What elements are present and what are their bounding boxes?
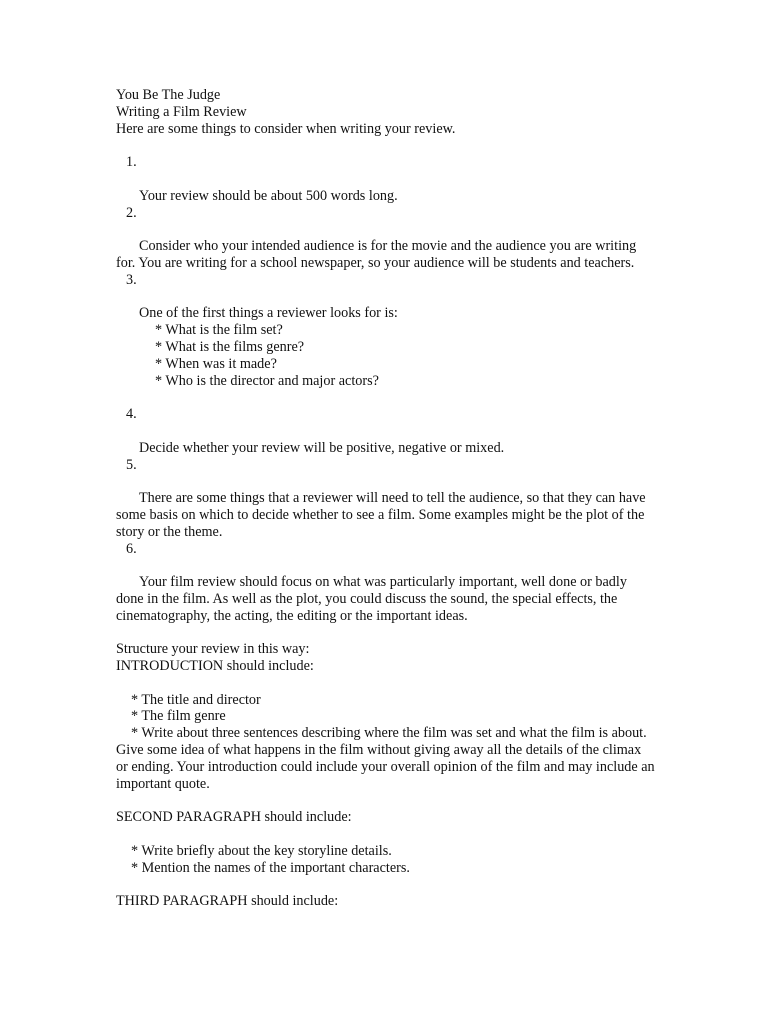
- list-number: 2.: [126, 204, 137, 221]
- spacer: [116, 557, 656, 574]
- document-title: You Be The Judge: [116, 87, 221, 103]
- question-item: * Who is the director and major actors?: [155, 372, 379, 389]
- document-page: [116, 87, 656, 910]
- spacer: [116, 876, 656, 893]
- list-number: 5.: [126, 456, 137, 473]
- bullet-item: * Write briefly about the key storyline details.: [131, 842, 392, 859]
- spacer: [116, 389, 656, 406]
- second-paragraph-heading: SECOND PARAGRAPH should include:: [116, 809, 352, 826]
- spacer: [116, 675, 656, 692]
- bullet-item: * The film genre: [131, 708, 226, 725]
- spacer: [116, 289, 656, 306]
- question-item: * What is the film set?: [155, 322, 283, 339]
- spacer: [116, 473, 656, 490]
- item-paragraph: There are some things that a reviewer will need to tell the audience, so that they can have some basis on which to decide whether to see a film. Some examples might be the plot of the story or the theme.: [116, 490, 646, 540]
- structure-heading: Structure your review in this way:: [116, 641, 310, 658]
- list-number: 1.: [126, 154, 137, 171]
- item-lead: One of the first things a reviewer looks for is:: [139, 305, 398, 322]
- item-paragraph: Your review should be about 500 words long.: [139, 187, 398, 204]
- spacer: [116, 221, 656, 238]
- list-number: 6.: [126, 540, 137, 557]
- list-number: 3.: [126, 271, 137, 288]
- spacer: [116, 826, 656, 843]
- question-item: * When was it made?: [155, 355, 277, 372]
- intro-text: Here are some things to consider when writing your review.: [116, 120, 456, 137]
- list-number: 4.: [126, 406, 137, 423]
- question-item: * What is the films genre?: [155, 338, 305, 355]
- bullet-item: * Mention the names of the important characters.: [131, 859, 410, 876]
- item-paragraph: Decide whether your review will be positive, negative or mixed.: [139, 439, 505, 456]
- spacer: [116, 137, 656, 154]
- bullet-item: * The title and director: [131, 691, 261, 708]
- spacer: [116, 423, 656, 440]
- item-paragraph: Consider who your intended audience is for the movie and the audience you are writing for. You are writing for a school newspaper, so your audience will be students and teachers.: [116, 238, 637, 271]
- spacer: [116, 792, 656, 809]
- spacer: [116, 171, 656, 188]
- bullet-item: * Write about three sentences describing where the film was set and what the film is about. Give some idea of what happens in the film without giving away all the details of the climax or ending. Your introduction could include your overall opinion of the film and may include an important quote.: [116, 725, 655, 792]
- third-paragraph-heading: THIRD PARAGRAPH should include:: [116, 893, 339, 910]
- spacer: [116, 625, 656, 642]
- document-subtitle: Writing a Film Review: [116, 103, 247, 120]
- item-paragraph: Your film review should focus on what was particularly important, well done or badly done in the film. As well as the plot, you could discuss the sound, the special effects, the cinematography, the acting, the editing or the important ideas.: [116, 574, 627, 624]
- introduction-heading: INTRODUCTION should include:: [116, 658, 314, 675]
